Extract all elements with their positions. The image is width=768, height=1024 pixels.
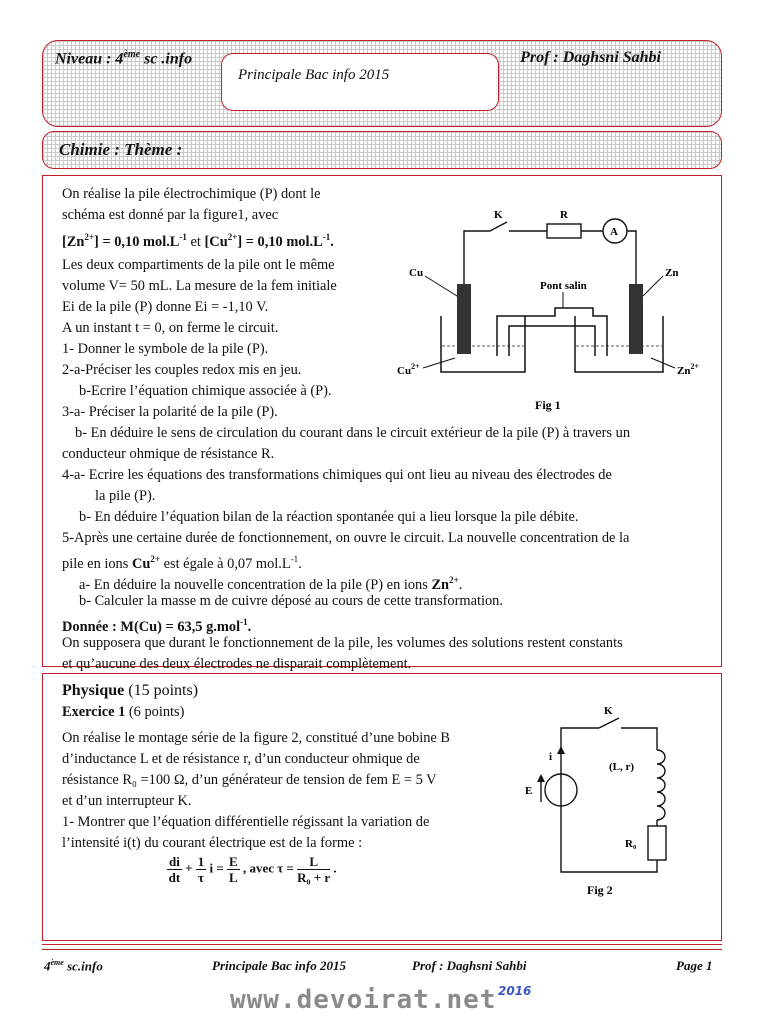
chem-line-6: Ei de la pile (P) donne Ei = -1,10 V. (62, 299, 269, 315)
chem-q2b: b-Ecrire l’équation chimique associée à (P). (79, 383, 332, 399)
chem-concentrations: $[Zn^{2+}] = 0,10$ $mol.L^{-1}$ et $[Cu^{2+}] = 0,10$ $mol.L^{-1}$. (62, 232, 334, 250)
label-zn-ion: $Zn^{2+}$ (677, 362, 700, 377)
chem-q5-1: 5-Après une certaine durée de fonctionnement, on ouvre le circuit. La nouvelle concentration de la (62, 530, 630, 546)
inductor-coil (657, 750, 665, 820)
chem-q4b: b- En déduire l’équation bilan de la réaction spontanée qui a lieu lorsque la pile débite. (79, 509, 579, 525)
phys-q1-b: l’intensité i(t) du courant électrique est de la forme : (62, 835, 363, 851)
theme-label: Chimie : Thème : (59, 140, 183, 159)
pointer-zn (643, 276, 663, 296)
fig2-caption: Fig 2 (587, 883, 613, 897)
label-zn: Zn (665, 267, 679, 279)
wire-bottom (561, 806, 657, 872)
chem-final-1: On supposera que durant le fonctionnement de la pile, les volumes des solutions restent constants (62, 635, 623, 651)
footer-page: Page 1 (676, 958, 713, 973)
header-box (42, 40, 722, 127)
level-label: Niveau : 4ème sc .info (55, 49, 193, 68)
chem-q4a-1: 4-a- Ecrire les équations des transformations chimiques qui ont lieu au niveau des électrodes de (62, 467, 612, 483)
chem-q3a: 3-a- Préciser la polarité de la pile (P). (62, 404, 278, 420)
current-arrow-head (557, 746, 565, 754)
beaker-left (441, 316, 525, 372)
chem-q3b-2: conducteur ohmique de résistance R. (62, 446, 275, 462)
switch-k (599, 718, 619, 728)
label-k: K (604, 705, 613, 717)
chemistry-exercise (42, 175, 722, 672)
phys-line-1: On réalise le montage série de la figure 2, constitué d’une bobine B (62, 730, 451, 746)
footer-divider (42, 944, 722, 950)
teacher-name: Prof : Daghsni Sahbi (520, 49, 661, 66)
label-r: R (560, 209, 568, 221)
figure-2-rl-circuit (511, 702, 701, 902)
wire-right (627, 231, 636, 284)
footer-teacher: Prof : Daghsni Sahbi (412, 958, 527, 973)
label-i: i (549, 751, 553, 763)
exam-title: Principale Bac info 2015 (238, 67, 390, 83)
chem-line-2: schéma est donné par la figure1, avec (62, 207, 279, 223)
chem-final-2: et qu’aucune des deux électrodes ne disparait complètement. (62, 656, 412, 672)
title-box (221, 53, 499, 111)
beaker-right (575, 316, 663, 372)
chem-q4a-2: la pile (P). (95, 488, 156, 504)
switch-k (490, 222, 507, 231)
chem-line-4: Les deux compartiments de la pile ont le même (62, 257, 335, 273)
label-a: A (610, 226, 618, 238)
chem-q5-2: pile en ions $Cu^{2+}$ est égale à 0,07 $mol.L^{-1}$. (62, 554, 302, 572)
figure-1-electrochemical-cell (395, 196, 715, 416)
pointer-cu (425, 276, 457, 296)
differential-equation: $\frac{di}{dt}$ + $\frac{1}{\tau}$ i = $\frac{E}{L}$ , avec τ = $\frac{L}{\text{R₀ + r}}$ . (168, 854, 337, 885)
chem-q1: 1- Donner le symbole de la pile (P). (62, 341, 269, 357)
label-r0: R₀ (625, 838, 637, 850)
footer-level: 4ème sc.info (44, 958, 103, 974)
exercise-1-heading: Exercice 1 (6 points) (62, 704, 185, 720)
resistor-r0 (648, 826, 666, 860)
phys-line-3: résistance R₀ =100 Ω, d’un générateur de tension de fem E = 5 V (62, 772, 437, 788)
label-cu-ion: $Cu^{2+}$ (397, 362, 420, 377)
watermark-year: 2016 (498, 984, 532, 998)
chem-q5b: b- Calculer la masse m de cuivre déposé au cours de cette transformation. (79, 593, 503, 609)
label-cu: Cu (409, 267, 424, 279)
phys-q1-a: 1- Montrer que l’équation différentielle régissant la variation de (62, 814, 430, 830)
chem-line-1: On réalise la pile électrochimique (P) dont le (62, 186, 321, 202)
chem-line-7: A un instant t = 0, on ferme le circuit. (62, 320, 279, 336)
emf-arrow-head (537, 774, 545, 782)
physics-heading: Physique (15 points) (62, 682, 199, 699)
chem-line-5: volume V= 50 mL. La mesure de la fem initiale (62, 278, 337, 294)
electrode-cu (457, 284, 471, 354)
label-e: E (525, 785, 533, 797)
chem-q2a: 2-a-Préciser les couples redox mis en jeu. (62, 362, 302, 378)
footer-exam: Principale Bac info 2015 (212, 958, 346, 973)
watermark-logo: www.devoirat.net (230, 985, 497, 1015)
label-salt-bridge: Pont salin (540, 280, 587, 292)
label-lr: (L, r) (609, 761, 635, 773)
electrode-zn (629, 284, 643, 354)
chem-q5a: a- En déduire la nouvelle concentration de la pile (P) en ions $Zn^{2+}$. (79, 575, 463, 593)
pointer-cu-ion (423, 358, 455, 368)
salt-bridge-inner (509, 326, 595, 356)
resistor-r (547, 224, 581, 238)
salt-bridge-outer (497, 308, 607, 356)
wire-right-top (621, 728, 657, 750)
label-k: K (494, 209, 503, 221)
physics-exercise (42, 673, 722, 941)
phys-line-4: et d’un interrupteur K. (62, 793, 192, 809)
chem-data: Donnée : M(Cu) = 63,5 g.mol$^{-1}$. (62, 617, 252, 635)
theme-bar (42, 131, 722, 169)
chem-q3b-1: b- En déduire le sens de circulation du courant dans le circuit extérieur de la pile (P) à travers un (75, 425, 631, 441)
wire-left-top (561, 728, 599, 774)
wire-left (464, 231, 490, 284)
fig1-caption: Fig 1 (535, 398, 561, 412)
phys-line-2: d’inductance L et de résistance r, d’un conducteur ohmique de (62, 751, 420, 767)
